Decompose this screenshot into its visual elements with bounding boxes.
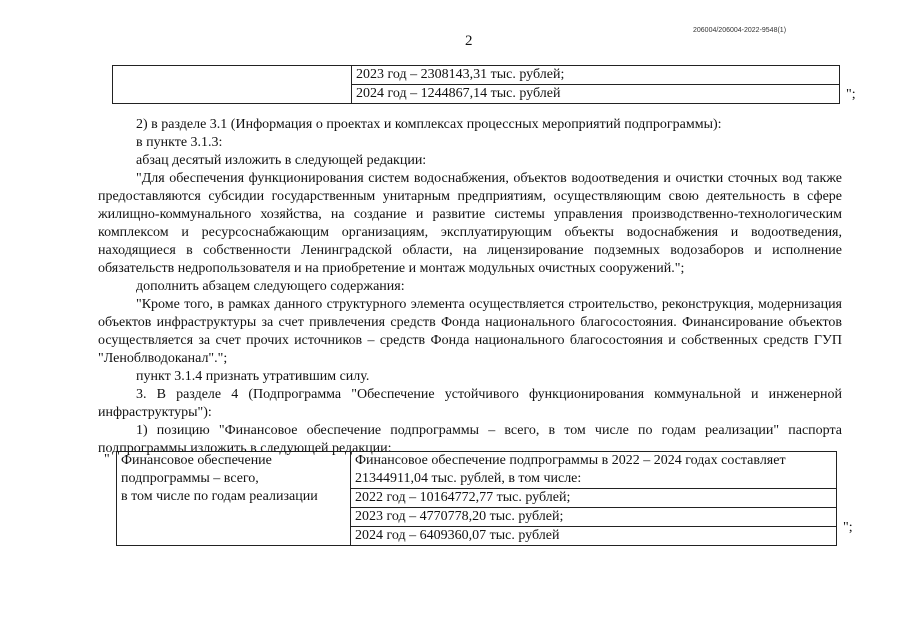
value-line: 2022 год – 10164772,77 тыс. рублей;	[351, 489, 836, 508]
paragraph: в пункте 3.1.3:	[136, 135, 223, 150]
value-line: 2024 год – 6409360,07 тыс. рублей	[355, 528, 560, 543]
label-line: в том числе по годам реализации	[121, 489, 318, 504]
label-line: подпрограммы – всего,	[121, 471, 259, 486]
value-line: 21344911,04 тыс. рублей, в том числе:	[351, 470, 836, 489]
opening-quote-mark: "	[104, 452, 110, 467]
paragraph: пункт 3.1.4 признать утратившим силу.	[136, 369, 370, 384]
paragraph: 1) позицию "Финансовое обеспечение подпрограммы – всего, в том числе по годам реализации" паспорта подпрограммы изложить в следующей редакции:	[98, 423, 842, 456]
table-cell-empty	[113, 66, 352, 104]
paragraph: дополнить абзацем следующего содержания:	[136, 279, 405, 294]
table-row	[117, 452, 837, 546]
table-cell-values	[351, 452, 837, 546]
table-row	[113, 66, 840, 104]
paragraph: 2) в разделе 3.1 (Информация о проектах и комплексах процессных мероприятий подпрограммы):	[136, 117, 722, 132]
paragraph: 3. В разделе 4 (Подпрограмма "Обеспечение устойчивого функционирования коммунальной и инженерной инфраструктуры"):	[98, 387, 842, 420]
value-line: 2023 год – 4770778,20 тыс. рублей;	[351, 508, 836, 527]
label-line: Финансовое обеспечение	[121, 453, 272, 468]
table-cell-label	[117, 452, 351, 546]
closing-quote-mark: ";	[843, 520, 853, 535]
bottom-finance-table	[116, 451, 837, 546]
page-number: 2	[465, 33, 473, 49]
document-body	[98, 116, 842, 458]
paragraph: "Для обеспечения функционирования систем водоснабжения, объектов водоотведения и очистки сточных вод также предоставляются субсидии государственным унитарным предприятиям, осуществляющим свою деятельность в сфере жилищно-коммунального хозяйства, на создание и развитие системы управления производственно-технологическим комплексом и ресурсоснабжающим организациям, эксплуатирующим объекты водоснабжения и водоотведения, находящиеся в собственности Ленинградской области, на лицензирование подземных водозаборов и исполнение обязательств недропользователя и на приобретение и монтаж модульных очистных сооружений.";	[98, 171, 842, 276]
value-line-2024: 2024 год – 1244867,14 тыс. рублей	[356, 86, 561, 101]
closing-quote-mark: ";	[846, 87, 856, 102]
table-cell-values	[352, 66, 840, 104]
value-line-2023: 2023 год – 2308143,31 тыс. рублей;	[352, 66, 839, 85]
paragraph: "Кроме того, в рамках данного структурного элемента осуществляется строительство, реконструкция, модернизация объектов инфраструктуры за счет привлечения средств Фонда национального благосостояния. Финансирование объектов осуществляется за счет прочих источников – средств Фонда национального благосостояния и собственных средств ГУП "Леноблводоканал".";	[98, 297, 842, 366]
value-line: Финансовое обеспечение подпрограммы в 2022 – 2024 годах составляет	[355, 453, 786, 468]
document-id: 206004/206004-2022-9548(1)	[693, 27, 787, 34]
paragraph: абзац десятый изложить в следующей редакции:	[136, 153, 427, 168]
top-finance-table	[112, 65, 840, 104]
